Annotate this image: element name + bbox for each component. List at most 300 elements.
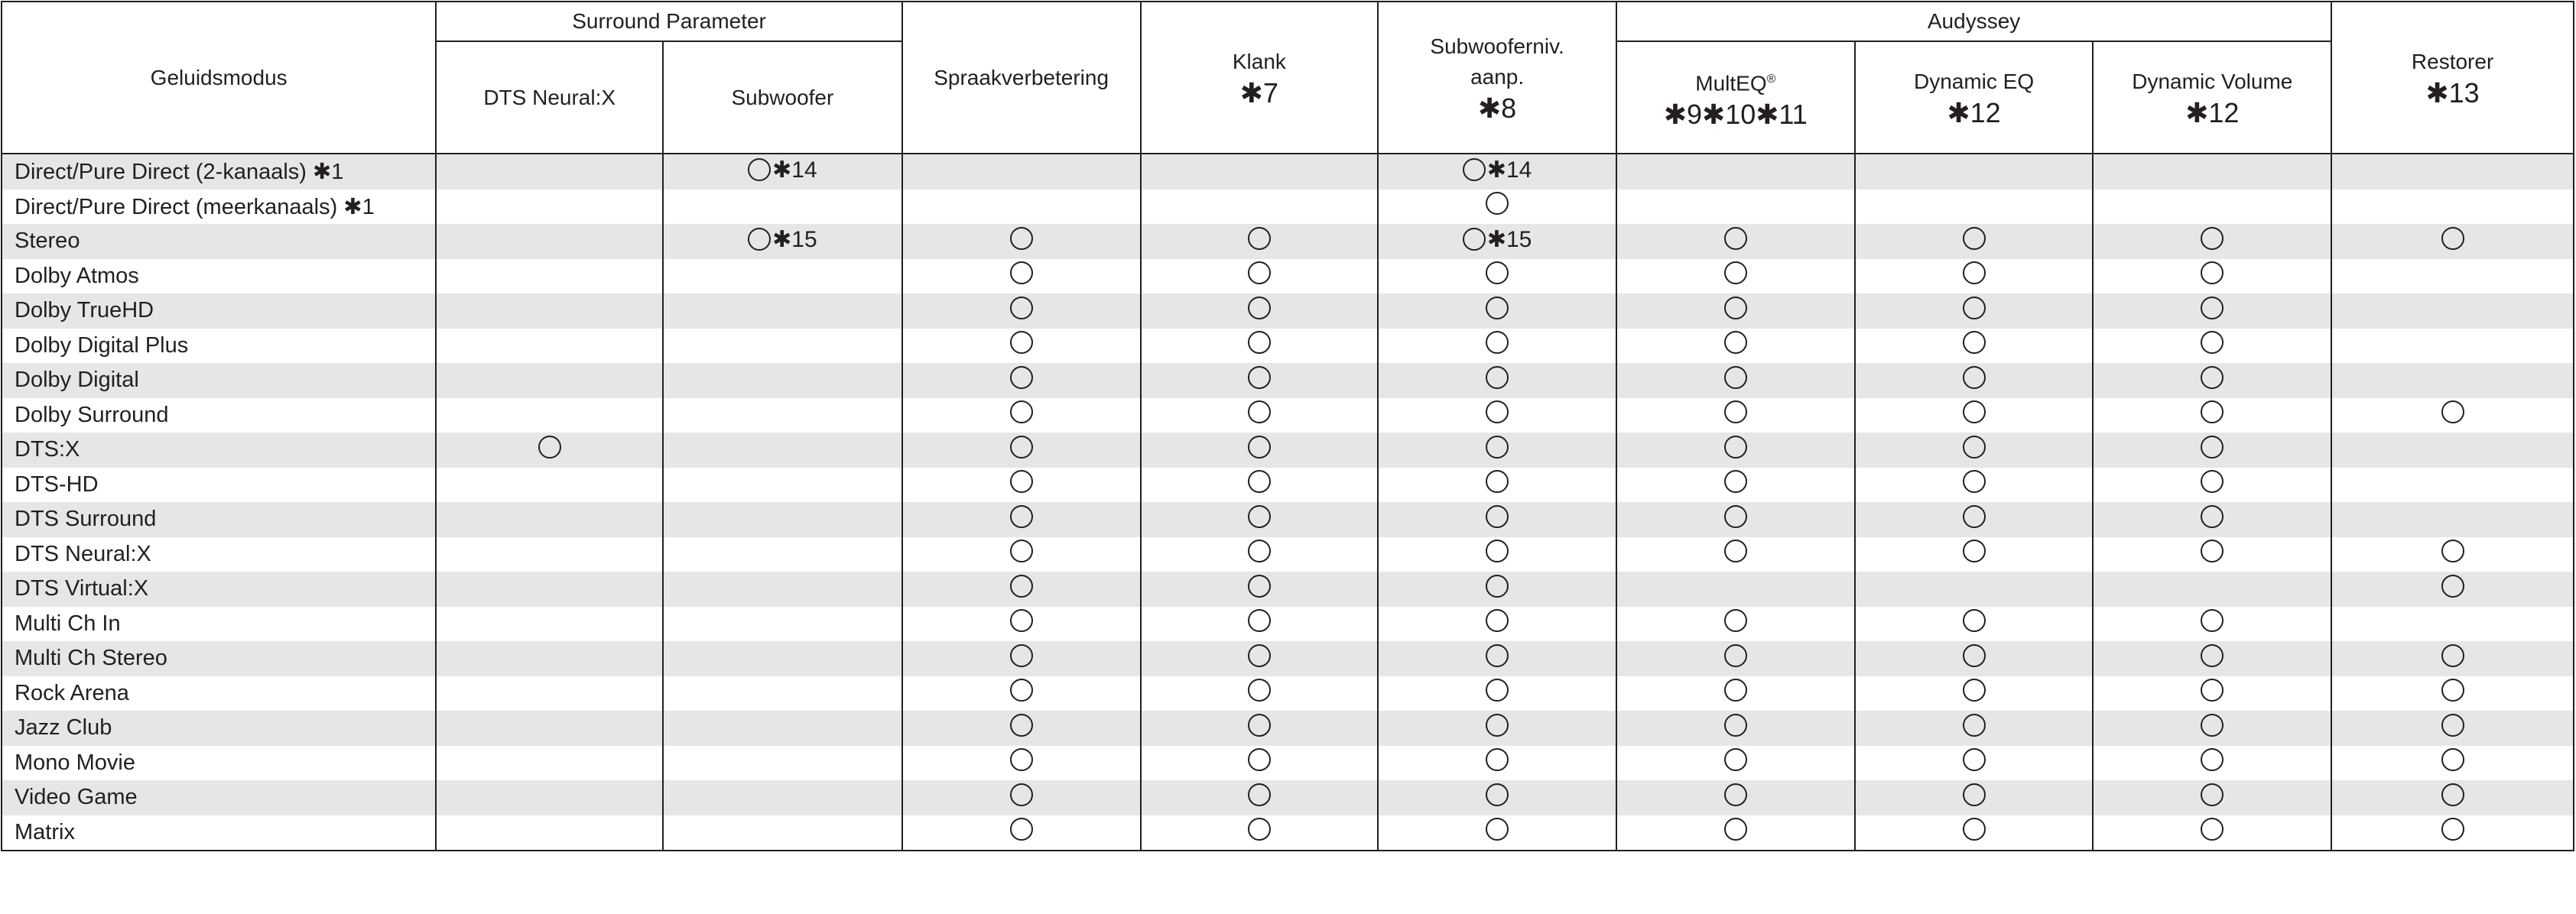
table-cell <box>902 641 1141 676</box>
table-cell <box>2331 468 2574 503</box>
availability-mark <box>1463 226 1532 253</box>
table-cell <box>1378 398 1616 433</box>
availability-mark <box>1248 540 1271 562</box>
table-cell <box>436 468 663 503</box>
availability-mark <box>1248 261 1271 284</box>
availability-mark <box>1248 575 1271 598</box>
circle-icon <box>1010 644 1033 667</box>
table-cell <box>1855 154 2094 190</box>
footnote-ref: ✱15 <box>772 226 817 252</box>
circle-icon <box>1963 331 1986 354</box>
availability-mark <box>2201 609 2224 632</box>
footnote-ref: ✱14 <box>772 157 817 183</box>
table-cell <box>1141 259 1379 294</box>
table-cell <box>663 815 902 851</box>
table-cell <box>1616 398 1855 433</box>
table-cell <box>436 398 663 433</box>
availability-mark <box>1486 297 1509 319</box>
table-cell <box>2331 293 2574 329</box>
table-cell <box>1378 502 1616 537</box>
sound-mode-label: Mono Movie <box>2 746 436 781</box>
circle-icon <box>1248 714 1271 737</box>
circle-icon <box>1724 297 1747 319</box>
table-row <box>2 329 2574 364</box>
circle-icon <box>1486 609 1509 632</box>
circle-icon <box>1724 400 1747 423</box>
circle-icon <box>2201 818 2224 841</box>
sound-mode-label: Rock Arena <box>2 676 436 711</box>
table-cell <box>663 780 902 815</box>
table-cell <box>902 468 1141 503</box>
circle-icon <box>1724 331 1747 354</box>
table-cell <box>902 711 1141 746</box>
circle-icon <box>2441 575 2464 598</box>
table-cell <box>1141 224 1379 259</box>
availability-mark <box>1963 748 1986 771</box>
circle-icon <box>2201 297 2224 319</box>
availability-mark <box>1963 609 1986 632</box>
table-cell <box>1141 711 1379 746</box>
availability-mark <box>1248 227 1271 250</box>
availability-mark <box>1248 748 1271 771</box>
table-cell <box>902 746 1141 781</box>
availability-mark <box>2201 400 2224 423</box>
table-row <box>2 572 2574 607</box>
table-cell <box>2331 224 2574 259</box>
header-restorer-note: ✱13 <box>2425 76 2480 109</box>
table-cell <box>2093 746 2331 781</box>
availability-mark <box>1963 714 1986 737</box>
circle-icon <box>1724 366 1747 389</box>
table-cell <box>1141 815 1379 851</box>
registered-mark: ® <box>1766 72 1776 86</box>
header-restorer-label: Restorer <box>2411 49 2494 73</box>
circle-icon <box>1248 297 1271 319</box>
table-cell <box>663 190 902 225</box>
table-cell <box>1616 537 1855 572</box>
table-row <box>2 746 2574 781</box>
circle-icon <box>2201 436 2224 459</box>
table-cell <box>663 746 902 781</box>
table-cell <box>1616 780 1855 815</box>
circle-icon <box>1248 609 1271 632</box>
sound-mode-label: DTS Neural:X <box>2 537 436 572</box>
table-cell <box>1141 746 1379 781</box>
table-cell <box>1616 329 1855 364</box>
availability-mark <box>1486 436 1509 459</box>
circle-icon <box>2201 540 2224 562</box>
availability-mark <box>1724 783 1747 806</box>
availability-mark <box>748 226 817 253</box>
circle-icon <box>1724 714 1747 737</box>
table-cell <box>2331 711 2574 746</box>
circle-icon <box>1963 261 1986 284</box>
availability-mark <box>1010 505 1033 528</box>
table-cell <box>2331 572 2574 607</box>
availability-mark <box>2441 783 2464 806</box>
availability-mark <box>1724 505 1747 528</box>
circle-icon <box>1724 748 1747 771</box>
header-klank-note: ✱7 <box>1239 76 1278 109</box>
availability-mark <box>2201 748 2224 771</box>
circle-icon <box>2441 679 2464 702</box>
circle-icon <box>1010 748 1033 771</box>
table-row <box>2 259 2574 294</box>
circle-icon <box>2201 470 2224 493</box>
circle-icon <box>2201 505 2224 528</box>
table-cell <box>2093 259 2331 294</box>
header-multeq-label: MultEQ <box>1695 71 1767 96</box>
circle-icon <box>1248 540 1271 562</box>
availability-mark <box>1486 400 1509 423</box>
circle-icon <box>1463 228 1486 251</box>
table-cell <box>2331 780 2574 815</box>
availability-mark <box>1010 748 1033 771</box>
availability-mark <box>2201 714 2224 737</box>
sound-mode-label: Dolby TrueHD <box>2 293 436 329</box>
table-row <box>2 293 2574 329</box>
table-cell <box>1616 746 1855 781</box>
table-cell <box>1378 676 1616 711</box>
table-cell <box>2331 329 2574 364</box>
availability-mark <box>1010 297 1033 319</box>
availability-mark <box>1486 679 1509 702</box>
circle-icon <box>1010 575 1033 598</box>
availability-mark <box>1724 470 1747 493</box>
table-cell <box>436 224 663 259</box>
circle-icon <box>1248 575 1271 598</box>
table-cell <box>663 329 902 364</box>
circle-icon <box>1010 679 1033 702</box>
sound-mode-label: DTS Surround <box>2 502 436 537</box>
table-cell <box>1378 190 1616 225</box>
availability-mark <box>1248 505 1271 528</box>
table-cell <box>1141 293 1379 329</box>
availability-mark <box>1010 575 1033 598</box>
table-cell <box>1616 224 1855 259</box>
circle-icon <box>1248 436 1271 459</box>
table-cell <box>436 363 663 398</box>
table-cell <box>436 329 663 364</box>
table-row <box>2 780 2574 815</box>
availability-mark <box>1010 436 1033 459</box>
table-row <box>2 711 2574 746</box>
sound-mode-label: Video Game <box>2 780 436 815</box>
availability-mark <box>1248 609 1271 632</box>
circle-icon <box>1010 297 1033 319</box>
availability-mark <box>1248 783 1271 806</box>
circle-icon <box>1963 436 1986 459</box>
table-cell <box>2093 398 2331 433</box>
circle-icon <box>1724 505 1747 528</box>
availability-mark <box>2441 644 2464 667</box>
circle-icon <box>2201 783 2224 806</box>
availability-mark <box>1963 679 1986 702</box>
circle-icon <box>1486 331 1509 354</box>
table-cell <box>1855 746 2094 781</box>
circle-icon <box>2201 227 2224 250</box>
circle-icon <box>1724 644 1747 667</box>
table-cell <box>902 190 1141 225</box>
table-cell <box>2331 259 2574 294</box>
availability-mark <box>1486 505 1509 528</box>
table-cell <box>2331 433 2574 468</box>
circle-icon <box>1963 783 1986 806</box>
table-cell <box>902 293 1141 329</box>
table-cell <box>436 433 663 468</box>
header-dynamic-eq-note: ✱12 <box>1947 96 2001 128</box>
table-cell <box>1616 607 1855 642</box>
table-row <box>2 398 2574 433</box>
sound-mode-label: Multi Ch In <box>2 607 436 642</box>
sound-mode-label: Direct/Pure Direct (meerkanaals) ✱1 <box>2 190 436 225</box>
table-cell <box>1141 676 1379 711</box>
circle-icon <box>1486 714 1509 737</box>
circle-icon <box>1963 540 1986 562</box>
table-cell <box>1616 641 1855 676</box>
availability-mark <box>1010 714 1033 737</box>
availability-mark <box>1248 400 1271 423</box>
availability-mark <box>2441 748 2464 771</box>
table-cell <box>1141 363 1379 398</box>
table-cell <box>436 815 663 851</box>
circle-icon <box>2201 609 2224 632</box>
table-cell <box>663 607 902 642</box>
availability-mark <box>1010 470 1033 493</box>
circle-icon <box>1724 783 1747 806</box>
table-cell <box>2093 293 2331 329</box>
table-cell <box>436 293 663 329</box>
table-cell <box>1616 259 1855 294</box>
availability-mark <box>2441 540 2464 562</box>
table-cell <box>1141 502 1379 537</box>
circle-icon <box>1248 505 1271 528</box>
table-cell <box>1616 190 1855 225</box>
circle-icon <box>2441 400 2464 423</box>
table-cell <box>1855 259 2094 294</box>
availability-mark <box>1248 470 1271 493</box>
sound-mode-label: DTS-HD <box>2 468 436 503</box>
table-cell <box>2331 363 2574 398</box>
table-cell <box>2093 363 2331 398</box>
table-cell <box>1616 676 1855 711</box>
circle-icon <box>1486 400 1509 423</box>
table-cell <box>1378 468 1616 503</box>
table-cell <box>1141 780 1379 815</box>
circle-icon <box>1963 470 1986 493</box>
table-cell <box>2331 815 2574 851</box>
circle-icon <box>2201 644 2224 667</box>
table-cell <box>2331 154 2574 190</box>
availability-mark <box>2201 644 2224 667</box>
table-cell <box>1616 433 1855 468</box>
availability-mark <box>2201 297 2224 319</box>
table-cell <box>663 259 902 294</box>
sound-mode-label: Matrix <box>2 815 436 851</box>
availability-mark <box>1486 644 1509 667</box>
table-cell <box>1616 815 1855 851</box>
availability-mark <box>1248 436 1271 459</box>
availability-mark <box>1724 748 1747 771</box>
table-cell <box>902 398 1141 433</box>
table-cell <box>436 641 663 676</box>
availability-mark <box>2201 818 2224 841</box>
table-cell <box>1855 468 2094 503</box>
table-cell <box>1378 259 1616 294</box>
availability-mark <box>538 436 561 459</box>
availability-mark <box>1963 783 1986 806</box>
table-cell <box>663 433 902 468</box>
circle-icon <box>1963 818 1986 841</box>
table-cell <box>1855 537 2094 572</box>
circle-icon <box>1010 331 1033 354</box>
table-cell <box>1855 190 2094 225</box>
circle-icon <box>1248 227 1271 250</box>
table-cell <box>1141 537 1379 572</box>
table-cell <box>2331 746 2574 781</box>
availability-mark <box>2201 470 2224 493</box>
circle-icon <box>1486 192 1509 215</box>
table-cell <box>1378 607 1616 642</box>
table-cell <box>1616 363 1855 398</box>
table-cell <box>902 607 1141 642</box>
circle-icon <box>2201 400 2224 423</box>
table-cell <box>436 259 663 294</box>
table-cell <box>1378 433 1616 468</box>
table-cell <box>1616 502 1855 537</box>
table-cell <box>2093 711 2331 746</box>
availability-mark <box>2201 679 2224 702</box>
availability-mark <box>1010 644 1033 667</box>
table-cell <box>436 537 663 572</box>
circle-icon <box>1724 436 1747 459</box>
availability-mark <box>1486 609 1509 632</box>
footnote-ref: ✱15 <box>1486 226 1532 252</box>
table-cell <box>1855 363 2094 398</box>
table-cell <box>436 676 663 711</box>
circle-icon <box>1486 540 1509 562</box>
availability-mark <box>1724 609 1747 632</box>
table-cell <box>2331 398 2574 433</box>
table-cell <box>1141 468 1379 503</box>
table-cell <box>1855 641 2094 676</box>
availability-mark <box>1486 470 1509 493</box>
table-cell <box>1378 711 1616 746</box>
table-cell <box>663 572 902 607</box>
availability-mark <box>1963 540 1986 562</box>
table-cell <box>436 746 663 781</box>
availability-mark <box>1010 818 1033 841</box>
table-cell <box>1141 433 1379 468</box>
availability-mark <box>1010 540 1033 562</box>
availability-mark <box>2441 679 2464 702</box>
table-row <box>2 537 2574 572</box>
table-cell <box>902 537 1141 572</box>
availability-mark <box>1486 331 1509 354</box>
table-cell <box>1855 607 2094 642</box>
availability-mark <box>1963 297 1986 319</box>
sound-mode-label: Dolby Digital <box>2 363 436 398</box>
availability-mark <box>2441 714 2464 737</box>
table-cell <box>902 154 1141 190</box>
table-cell <box>663 537 902 572</box>
table-cell <box>2093 572 2331 607</box>
circle-icon <box>1010 261 1033 284</box>
table-cell <box>902 329 1141 364</box>
table-row <box>2 676 2574 711</box>
header-subwoofer: Subwoofer <box>663 41 902 154</box>
availability-mark <box>2201 436 2224 459</box>
availability-mark <box>1248 714 1271 737</box>
availability-mark <box>1963 261 1986 284</box>
table-cell <box>2331 190 2574 225</box>
sound-mode-label: DTS Virtual:X <box>2 572 436 607</box>
header-dynamic-volume-note: ✱12 <box>2185 96 2240 128</box>
header-restorer <box>2331 2 2574 154</box>
availability-mark <box>1724 644 1747 667</box>
availability-mark <box>1724 366 1747 389</box>
table-cell <box>1855 433 2094 468</box>
circle-icon <box>1486 748 1509 771</box>
table-cell <box>2093 224 2331 259</box>
circle-icon <box>2441 644 2464 667</box>
table-cell <box>1616 711 1855 746</box>
availability-mark <box>1010 331 1033 354</box>
table-cell <box>2093 815 2331 851</box>
circle-icon <box>1724 261 1747 284</box>
availability-mark <box>2201 505 2224 528</box>
availability-mark <box>748 157 817 183</box>
table-row <box>2 641 2574 676</box>
table-cell <box>1855 815 2094 851</box>
table-cell <box>2093 502 2331 537</box>
circle-icon <box>1010 714 1033 737</box>
table-cell <box>436 780 663 815</box>
circle-icon <box>2441 714 2464 737</box>
table-cell <box>1141 154 1379 190</box>
circle-icon <box>1963 644 1986 667</box>
circle-icon <box>1248 748 1271 771</box>
circle-icon <box>1963 366 1986 389</box>
circle-icon <box>1248 470 1271 493</box>
table-row <box>2 154 2574 190</box>
availability-mark <box>1463 157 1532 183</box>
availability-mark <box>1010 261 1033 284</box>
table-cell <box>902 676 1141 711</box>
availability-mark <box>1248 679 1271 702</box>
availability-mark <box>2441 818 2464 841</box>
circle-icon <box>1486 679 1509 702</box>
availability-mark <box>1486 783 1509 806</box>
table-cell <box>1378 154 1616 190</box>
circle-icon <box>1010 505 1033 528</box>
table-cell <box>2093 154 2331 190</box>
table-cell <box>902 572 1141 607</box>
availability-mark <box>1010 679 1033 702</box>
availability-mark <box>1248 366 1271 389</box>
availability-mark <box>1724 818 1747 841</box>
circle-icon <box>1486 436 1509 459</box>
circle-icon <box>1724 540 1747 562</box>
availability-mark <box>1248 644 1271 667</box>
table-cell <box>436 607 663 642</box>
circle-icon <box>1010 609 1033 632</box>
header-subwooferniv <box>1378 2 1616 154</box>
table-cell <box>1378 537 1616 572</box>
availability-mark <box>1963 505 1986 528</box>
availability-mark <box>1963 436 1986 459</box>
table-cell <box>2093 676 2331 711</box>
